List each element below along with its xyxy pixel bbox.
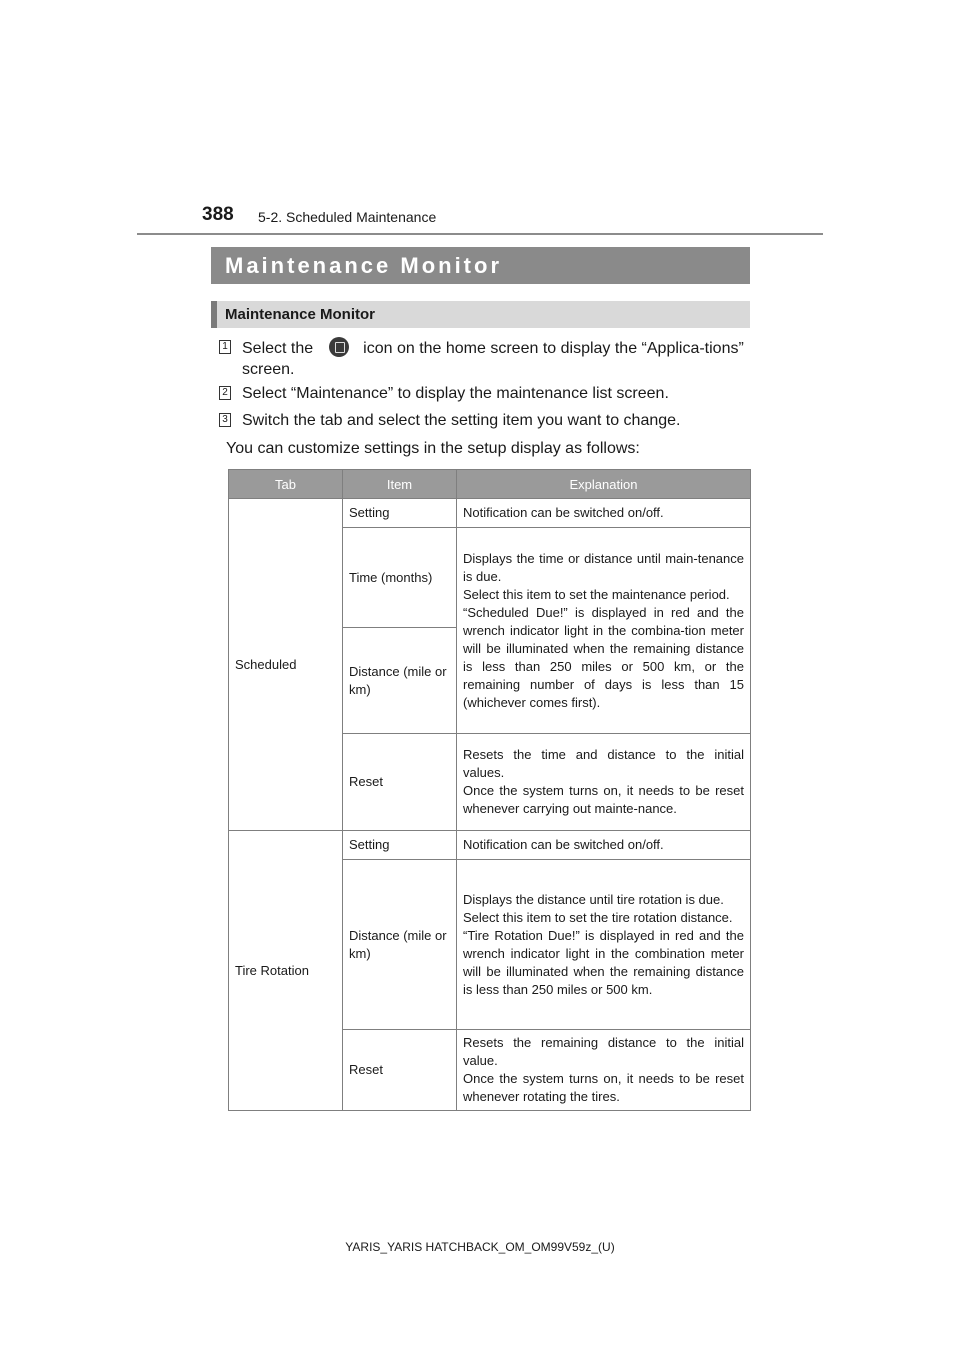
step-badge-3: 3 [219,413,231,427]
step-badge-2: 2 [219,386,231,400]
header-explanation: Explanation [457,470,751,499]
step-2-text: Select “Maintenance” to display the maintenance list screen. [242,385,669,402]
page-title-bar [211,247,750,284]
header-item: Item [343,470,457,499]
step-1-before: Select the [242,340,314,357]
tab-scheduled: Scheduled [229,499,343,831]
explanation-period [457,528,751,734]
explanation-line: Resets the remaining distance to the initial value. [463,1035,744,1068]
item-reset: Reset [343,1030,457,1111]
explanation-line: Displays the distance until tire rotation is due. [463,891,724,907]
subsection-title: Maintenance Monitor [225,306,376,323]
explanation-line: “Tire Rotation Due!” is displayed in red and the wrench indicator light in the combination meter will be illuminated when the remaining distance is less than 250 miles or 500 km. [463,927,744,997]
item-distance: Distance (mile or km) [343,628,457,734]
explanation-line: Resets the time and distance to the initial values. [463,747,744,780]
page-title: Maintenance Monitor [225,252,503,278]
step-1-text [242,337,750,380]
step-3-text: Switch the tab and select the setting item you want to change. [242,412,681,429]
explanation-distance [457,860,751,1030]
table-row [229,499,751,528]
explanation-line: Once the system turns on, it needs to be reset whenever carrying out mainte-nance. [463,783,744,816]
explanation-reset [457,1030,751,1111]
header-divider [137,233,823,235]
table-header-row [229,470,751,499]
explanation-line: Select this item to set the tire rotation distance. [463,909,733,925]
maintenance-settings-table [228,469,751,1111]
explanation-line: “Scheduled Due!” is displayed in red and the wrench indicator light in the combina-tion meter will be illuminated when the remaining distance is less than 250 miles or 500 km, or the remaining number of days is less than 15 (whichever comes first). [463,604,744,710]
step-1-after: icon on the home screen to display the “Applica-tions” screen. [242,340,744,378]
explanation-line: Once the system turns on, it needs to be reset whenever rotating the tires. [463,1071,744,1104]
subsection-bar [211,301,750,328]
explanation-setting: Notification can be switched on/off. [457,831,751,860]
item-setting: Setting [343,499,457,528]
explanation-line: Displays the time or distance until main-tenance is due. [463,550,744,584]
explanation-line: Select this item to set the maintenance period. [463,586,730,602]
intro-text: You can customize settings in the setup display as follows: [226,440,640,457]
explanation-reset [457,734,751,831]
item-distance: Distance (mile or km) [343,860,457,1030]
explanation-setting: Notification can be switched on/off. [457,499,751,528]
step-badge-1: 1 [219,340,231,354]
item-reset: Reset [343,734,457,831]
footer-doc-id: YARIS_YARIS HATCHBACK_OM_OM99V59z_(U) [345,1240,615,1254]
item-setting: Setting [343,831,457,860]
page-number: 388 [202,204,234,225]
table-row [229,831,751,860]
applications-icon [329,337,349,357]
section-title: 5-2. Scheduled Maintenance [258,209,437,225]
tab-tire-rotation: Tire Rotation [229,831,343,1111]
item-time-months: Time (months) [343,528,457,628]
header-tab: Tab [229,470,343,499]
